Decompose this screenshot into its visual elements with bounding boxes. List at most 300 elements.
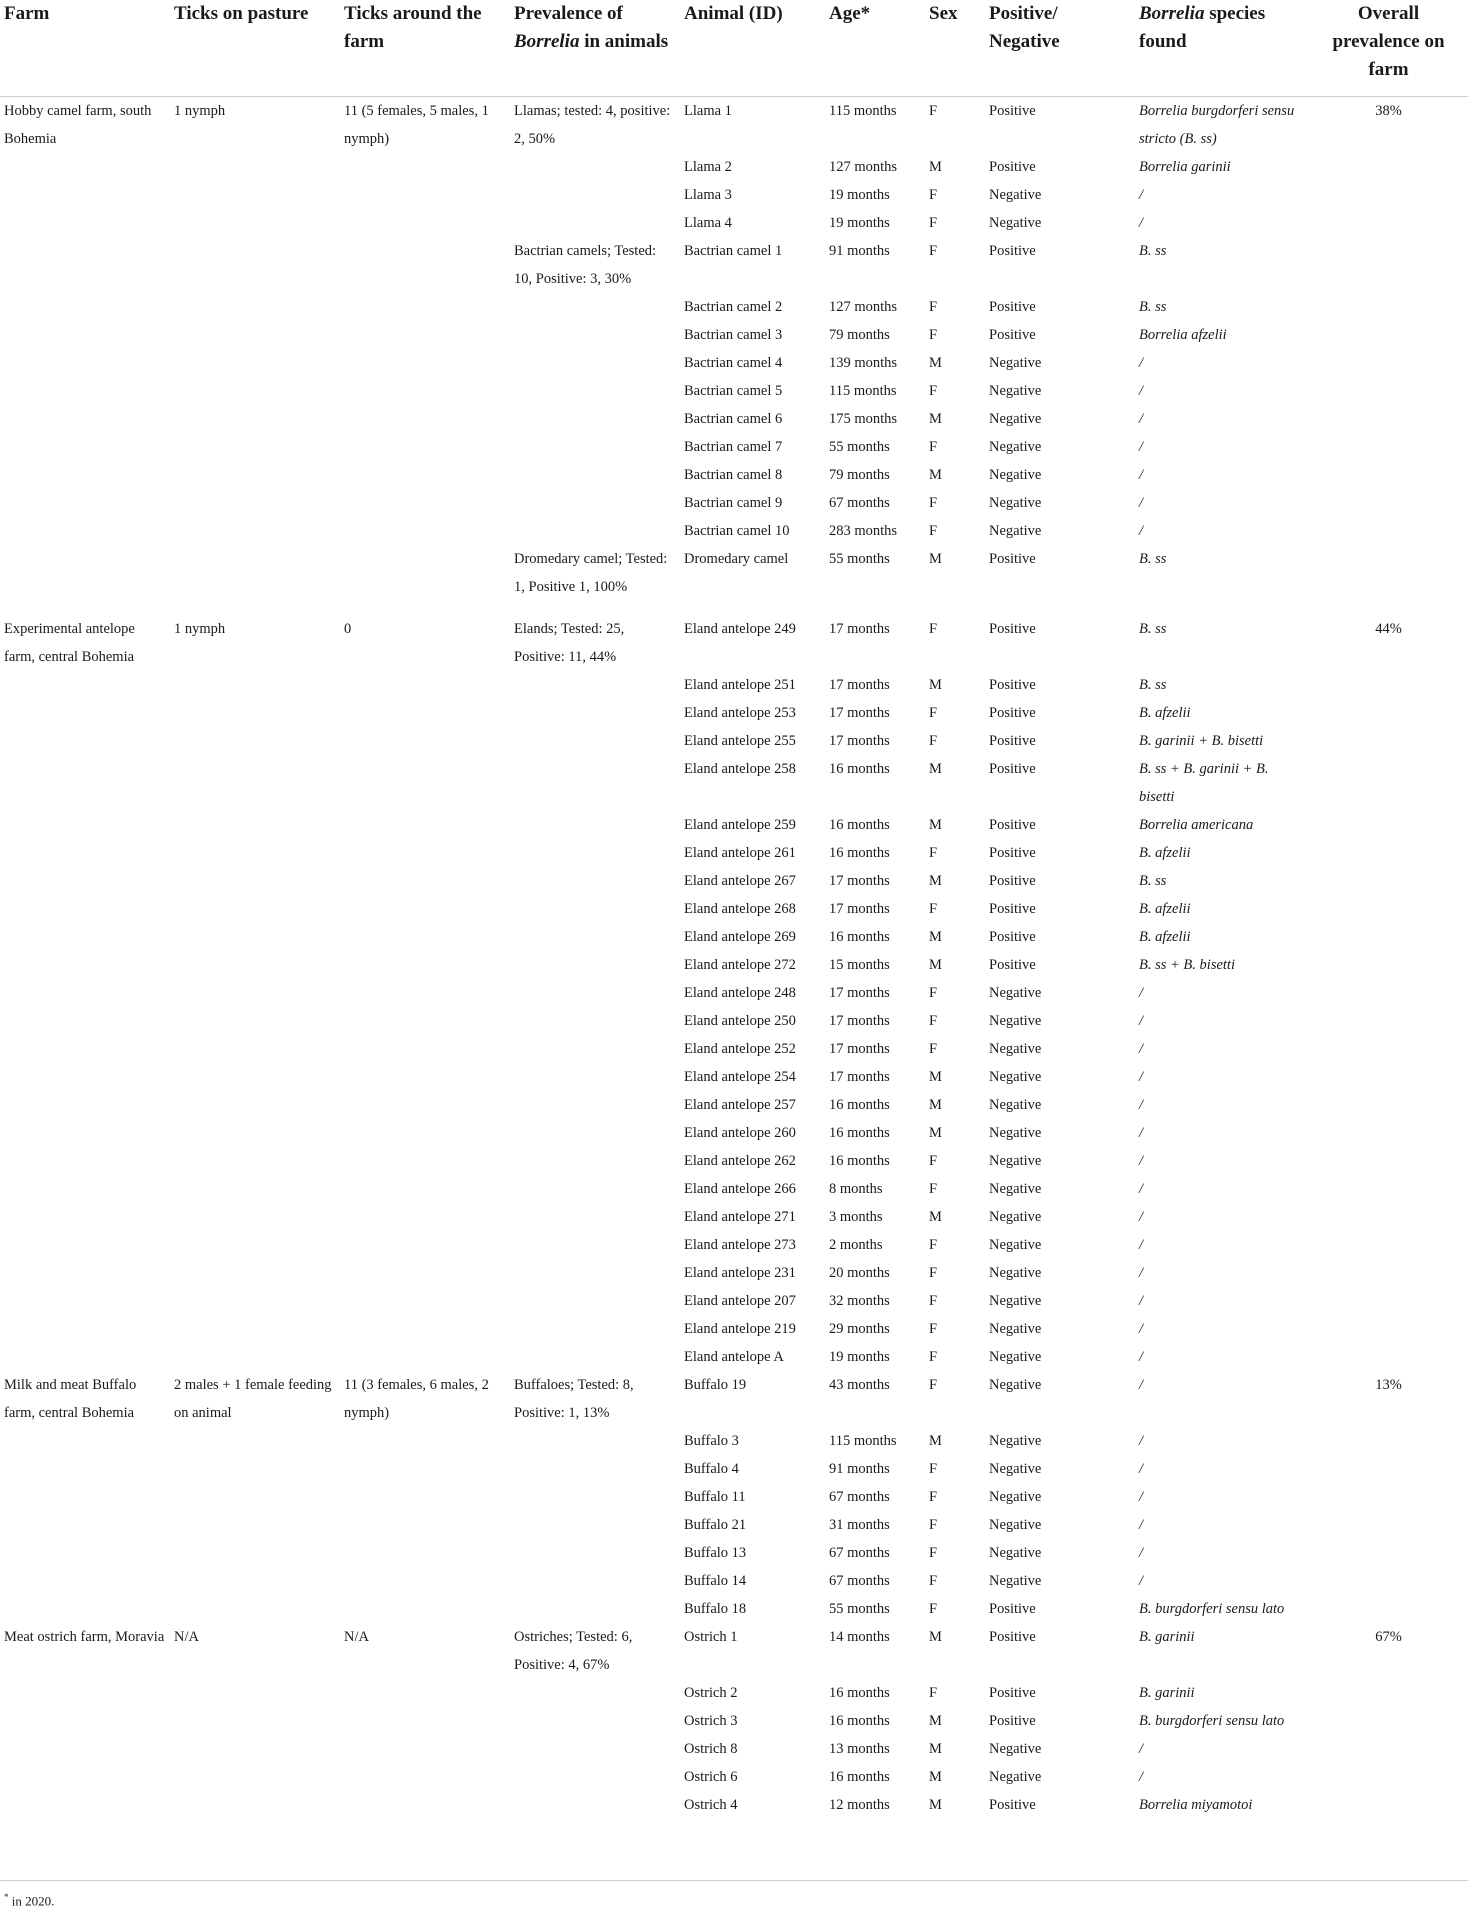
species-cell: / [1139,1488,1144,1505]
farm-cell [0,671,170,699]
species-cell: / [1139,1376,1144,1393]
table-row [0,461,1468,489]
species-cell: / [1139,494,1144,511]
overall-prevalence-cell [1309,867,1468,895]
table-row [0,1371,1468,1427]
table-row [0,1287,1468,1315]
farm-cell [0,489,170,517]
farm-cell [0,979,170,1007]
table-row [0,811,1468,839]
overall-prevalence-cell [1309,951,1468,979]
prevalence-cell [510,839,680,867]
farm-cell [0,209,170,237]
table-row [0,895,1468,923]
sex-cell: F [929,1040,938,1057]
prevalence-cell [510,1035,680,1063]
animal-id-cell: Eland antelope 271 [684,1208,796,1225]
species-cell: Borrelia burgdorferi sensu stricto (B. ss) [1139,102,1295,147]
sex-cell: F [929,1236,938,1253]
age-cell: 67 months [829,494,890,511]
sex-cell: F [929,1600,938,1617]
ticks-around-cell [340,1511,510,1539]
overall-prevalence-cell [1309,755,1468,811]
table-row [0,1175,1468,1203]
prevalence-cell [510,1735,680,1763]
species-cell: / [1139,1432,1144,1449]
animal-id-cell: Eland antelope 255 [684,732,796,749]
prevalence-cell [510,979,680,1007]
animal-id-cell: Llama 4 [684,214,732,231]
table-row [0,1707,1468,1735]
ticks-pasture-cell [170,951,340,979]
farm-cell [0,755,170,811]
ticks-around-cell [340,1735,510,1763]
result-cell: Positive [989,900,1036,917]
table-row [0,1735,1468,1763]
sex-cell: M [929,410,942,427]
animal-id-cell: Buffalo 11 [684,1488,746,1505]
overall-prevalence-cell [1309,1259,1468,1287]
ticks-pasture-cell [170,1063,340,1091]
ticks-around-cell [340,321,510,349]
age-cell: 127 months [829,298,898,315]
age-cell: 20 months [829,1264,890,1281]
result-cell: Negative [989,1012,1042,1029]
farm-cell [0,951,170,979]
ticks-around-cell [340,839,510,867]
prevalence-cell [510,321,680,349]
footnote-text: in 2020. [8,1893,55,1909]
prevalence-cell [510,153,680,181]
header-species-post: species found [1139,3,1266,52]
ticks-around-cell [340,489,510,517]
table-row [0,209,1468,237]
prevalence-cell [510,755,680,811]
table-row [0,1007,1468,1035]
overall-prevalence-cell [1309,1175,1468,1203]
farm-cell [0,1119,170,1147]
sex-cell: F [929,1348,938,1365]
overall-prevalence-cell [1309,293,1468,321]
age-cell: 17 months [829,1040,890,1057]
farm-cell: Hobby camel farm, south Bohemia [4,102,152,147]
ticks-around-cell [340,1119,510,1147]
farm-cell [0,153,170,181]
ticks-pasture-cell [170,1707,340,1735]
result-cell: Negative [989,1096,1042,1113]
age-cell: 16 months [829,1712,890,1729]
animal-id-cell: Ostrich 6 [684,1768,738,1785]
farm-cell: Experimental antelope farm, central Bohemia [4,620,135,665]
overall-prevalence-cell [1309,1595,1468,1623]
ticks-pasture-cell [170,1427,340,1455]
animal-id-cell: Eland antelope 251 [684,676,796,693]
farm-cell [0,1147,170,1175]
animal-id-cell: Bactrian camel 6 [684,410,783,427]
species-cell: / [1139,214,1144,231]
age-cell: 16 months [829,1124,890,1141]
age-cell: 91 months [829,242,890,259]
table-row [0,755,1468,811]
age-cell: 55 months [829,1600,890,1617]
age-cell: 16 months [829,928,890,945]
ticks-pasture-cell [170,461,340,489]
table-row [0,405,1468,433]
table-row [0,1791,1468,1819]
header-animal: Animal (ID) [680,0,825,96]
animal-id-cell: Llama 3 [684,186,732,203]
farm-cell [0,1735,170,1763]
age-cell: 16 months [829,1152,890,1169]
age-cell: 115 months [829,1432,897,1449]
overall-prevalence-cell [1309,153,1468,181]
ticks-around-cell [340,1147,510,1175]
age-cell: 43 months [829,1376,890,1393]
prevalence-cell [510,1539,680,1567]
overall-prevalence-cell [1309,1483,1468,1511]
ticks-around-cell [340,755,510,811]
ticks-around-cell [340,1763,510,1791]
table-row [0,951,1468,979]
prevalence-cell [510,461,680,489]
ticks-pasture-cell [170,867,340,895]
overall-prevalence-cell [1309,1287,1468,1315]
result-cell: Negative [989,1180,1042,1197]
result-cell: Negative [989,1348,1042,1365]
overall-prevalence-cell [1309,1707,1468,1735]
overall-prevalence-cell [1309,377,1468,405]
prevalence-cell [510,517,680,545]
animal-id-cell: Eland antelope 272 [684,956,796,973]
sex-cell: M [929,1740,942,1757]
farm-cell [0,1231,170,1259]
species-cell: / [1139,186,1144,203]
age-cell: 17 months [829,1068,890,1085]
animal-id-cell: Eland antelope 207 [684,1292,796,1309]
farm-cell [0,867,170,895]
age-cell: 19 months [829,1348,890,1365]
sex-cell: F [929,732,938,749]
species-cell: / [1139,1460,1144,1477]
sex-cell: M [929,1096,942,1113]
farm-cell [0,1427,170,1455]
age-cell: 19 months [829,186,890,203]
species-cell: B. burgdorferi sensu lato [1139,1600,1285,1617]
result-cell: Negative [989,382,1042,399]
species-cell: B. ss [1139,298,1167,315]
sex-cell: F [929,186,938,203]
overall-prevalence-cell [1309,1035,1468,1063]
age-cell: 17 months [829,676,890,693]
overall-prevalence-cell [1309,1679,1468,1707]
header-farm: Farm [0,0,170,96]
result-cell: Negative [989,214,1042,231]
result-cell: Positive [989,816,1036,833]
header-prevalence-genus: Borrelia [514,31,580,52]
table-row [0,1231,1468,1259]
table-row [0,839,1468,867]
animal-id-cell: Ostrich 2 [684,1684,738,1701]
age-cell: 55 months [829,438,890,455]
table-row [0,1427,1468,1455]
overall-prevalence-cell [1309,671,1468,699]
age-cell: 17 months [829,984,890,1001]
ticks-around-cell [340,349,510,377]
species-cell: / [1139,1124,1144,1141]
farm-cell [0,923,170,951]
overall-prevalence-cell [1309,839,1468,867]
table-row [0,923,1468,951]
ticks-around-cell [340,1063,510,1091]
species-cell: / [1139,438,1144,455]
species-cell: B. afzelii [1139,928,1191,945]
result-cell: Negative [989,1264,1042,1281]
species-cell: B. afzelii [1139,844,1191,861]
age-cell: 115 months [829,382,897,399]
ticks-around-cell [340,461,510,489]
sex-cell: M [929,872,942,889]
species-cell: / [1139,522,1144,539]
farm-cell [0,181,170,209]
table-row [0,1035,1468,1063]
species-cell: / [1139,1208,1144,1225]
prevalence-cell [510,1595,680,1623]
animal-id-cell: Dromedary camel [684,550,789,567]
result-cell: Negative [989,1432,1042,1449]
table-row [0,1623,1468,1679]
prevalence-cell [510,1427,680,1455]
ticks-around-cell [340,517,510,545]
species-cell: B. afzelii [1139,900,1191,917]
result-cell: Positive [989,1796,1036,1813]
overall-prevalence-cell [1309,1315,1468,1343]
ticks-pasture-cell [170,1259,340,1287]
animal-id-cell: Buffalo 13 [684,1544,747,1561]
age-cell: 67 months [829,1488,890,1505]
overall-prevalence-cell [1309,811,1468,839]
farm-cell [0,405,170,433]
species-cell: B. ss [1139,550,1167,567]
table-row [0,237,1468,293]
header-ticks-around: Ticks around the farm [340,0,510,96]
ticks-pasture-cell: N/A [174,1628,199,1645]
species-cell: / [1139,1348,1144,1365]
overall-prevalence-cell [1309,1511,1468,1539]
ticks-pasture-cell [170,377,340,405]
header-overall: Overall prevalence on farm [1309,0,1468,96]
table-row [0,671,1468,699]
ticks-pasture-cell [170,321,340,349]
age-cell: 16 months [829,844,890,861]
animal-id-cell: Ostrich 1 [684,1628,738,1645]
sex-cell: M [929,1068,942,1085]
prevalence-cell [510,1203,680,1231]
ticks-pasture-cell [170,1595,340,1623]
species-cell: / [1139,1516,1144,1533]
prevalence-cell [510,181,680,209]
species-cell: / [1139,1740,1144,1757]
sex-cell: M [929,1712,942,1729]
result-cell: Positive [989,102,1036,119]
ticks-pasture-cell [170,1539,340,1567]
bottom-rule [0,1880,1468,1881]
species-cell: / [1139,1096,1144,1113]
result-cell: Positive [989,326,1036,343]
table-row [0,433,1468,461]
sex-cell: M [929,1768,942,1785]
table-row [0,1539,1468,1567]
farm-cell [0,349,170,377]
prevalence-cell [510,1119,680,1147]
farm-cell [0,1567,170,1595]
species-cell: / [1139,1152,1144,1169]
sex-cell: F [929,704,938,721]
farm-cell [0,895,170,923]
animal-id-cell: Buffalo 21 [684,1516,747,1533]
age-cell: 67 months [829,1544,890,1561]
sex-cell: F [929,1516,938,1533]
animal-id-cell: Eland antelope 269 [684,928,796,945]
sex-cell: F [929,298,938,315]
sex-cell: F [929,494,938,511]
header-row [0,0,1468,96]
sex-cell: M [929,1124,942,1141]
table-row [0,1119,1468,1147]
ticks-pasture-cell [170,755,340,811]
sex-cell: F [929,102,938,119]
animal-id-cell: Eland antelope 253 [684,704,796,721]
species-cell: / [1139,1264,1144,1281]
ticks-around-cell [340,699,510,727]
table-row [0,517,1468,545]
species-cell: / [1139,1572,1144,1589]
sex-cell: M [929,1796,942,1813]
table-row [0,181,1468,209]
animal-id-cell: Eland antelope 252 [684,1040,796,1057]
ticks-pasture-cell [170,1343,340,1371]
species-cell: B. ss [1139,242,1167,259]
ticks-pasture-cell [170,153,340,181]
overall-prevalence-cell [1309,1231,1468,1259]
age-cell: 16 months [829,1684,890,1701]
table-row [0,615,1468,671]
prevalence-cell [510,209,680,237]
ticks-around-cell [340,895,510,923]
animal-id-cell: Llama 2 [684,158,732,175]
sex-cell: F [929,382,938,399]
age-cell: 127 months [829,158,898,175]
table-row [0,1259,1468,1287]
table-row [0,727,1468,755]
ticks-around-cell [340,405,510,433]
ticks-pasture-cell: 1 nymph [174,102,226,119]
ticks-around-cell: 11 (5 females, 5 males, 1 nymph) [344,102,489,147]
prevalence-cell [510,1231,680,1259]
ticks-pasture-cell [170,979,340,1007]
ticks-pasture-cell [170,1175,340,1203]
result-cell: Positive [989,620,1036,637]
result-cell: Negative [989,1208,1042,1225]
result-cell: Negative [989,1460,1042,1477]
farm-cell [0,545,170,615]
result-cell: Negative [989,438,1042,455]
result-cell: Positive [989,928,1036,945]
farm-cell: Meat ostrich farm, Moravia [4,1628,165,1645]
table-row [0,1679,1468,1707]
animal-id-cell: Eland antelope 250 [684,1012,796,1029]
farm-cell [0,1679,170,1707]
ticks-pasture-cell [170,1231,340,1259]
table-row [0,545,1468,615]
ticks-pasture-cell [170,1203,340,1231]
ticks-around-cell [340,1567,510,1595]
sex-cell: F [929,214,938,231]
ticks-pasture-cell [170,1287,340,1315]
ticks-pasture-cell [170,433,340,461]
result-cell: Positive [989,1712,1036,1729]
farm-cell [0,1063,170,1091]
ticks-pasture-cell [170,1007,340,1035]
table-row [0,979,1468,1007]
species-cell: B. afzelii [1139,704,1191,721]
table-body [0,96,1468,1819]
age-cell: 17 months [829,732,890,749]
prevalence-cell [510,349,680,377]
prevalence-cell [510,377,680,405]
overall-prevalence-cell [1309,433,1468,461]
animal-id-cell: Bactrian camel 7 [684,438,783,455]
ticks-pasture-cell [170,489,340,517]
age-cell: 31 months [829,1516,890,1533]
header-ticks-pasture: Ticks on pasture [170,0,340,96]
result-cell: Negative [989,1376,1042,1393]
animal-id-cell: Eland antelope 248 [684,984,796,1001]
animal-id-cell: Eland antelope 258 [684,760,796,777]
ticks-around-cell [340,1679,510,1707]
species-cell: B. ss + B. garinii + B. bisetti [1139,760,1269,805]
ticks-around-cell [340,545,510,615]
prevalence-cell [510,1343,680,1371]
animal-id-cell: Eland antelope 268 [684,900,796,917]
species-cell: B. garinii + B. bisetti [1139,732,1264,749]
prevalence-cell [510,727,680,755]
ticks-around-cell [340,1259,510,1287]
table-row [0,1343,1468,1371]
overall-prevalence-cell [1309,895,1468,923]
table-row [0,96,1468,153]
species-cell: Borrelia afzelii [1139,326,1227,343]
prevalence-cell [510,1315,680,1343]
overall-prevalence-cell [1309,545,1468,615]
sex-cell: F [929,900,938,917]
ticks-pasture-cell [170,1315,340,1343]
prevalence-cell [510,1147,680,1175]
age-cell: 17 months [829,872,890,889]
age-cell: 12 months [829,1796,890,1813]
farm-cell [0,699,170,727]
animal-id-cell: Bactrian camel 2 [684,298,783,315]
farm-cell [0,1343,170,1371]
animal-id-cell: Buffalo 3 [684,1432,739,1449]
prevalence-cell: Ostriches; Tested: 6, Positive: 4, 67% [514,1628,633,1673]
ticks-around-cell [340,1483,510,1511]
table-row [0,377,1468,405]
ticks-pasture-cell [170,1455,340,1483]
ticks-around-cell [340,671,510,699]
ticks-around-cell [340,1791,510,1819]
overall-prevalence-cell [1309,1763,1468,1791]
ticks-around-cell [340,1455,510,1483]
